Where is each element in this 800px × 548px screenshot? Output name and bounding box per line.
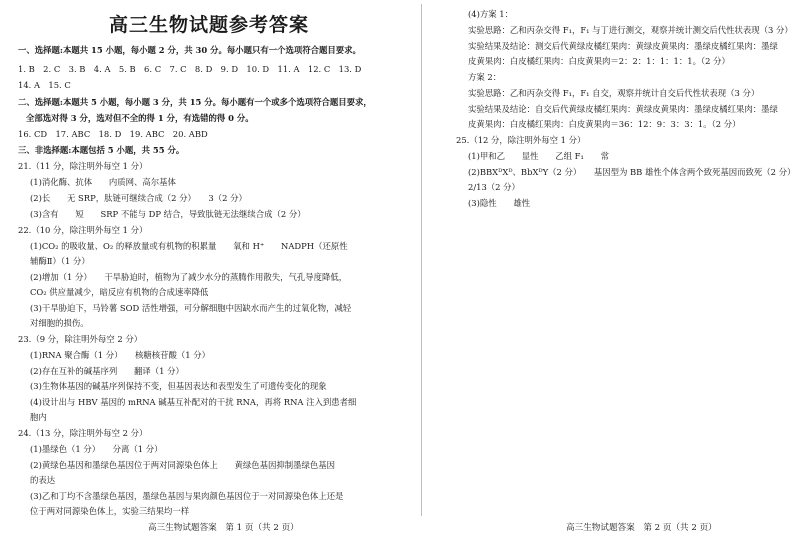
left-page-line: 二、选择题:本题共 5 小题，每小题 3 分，共 15 分。每小题有一个或多个选项符合题目要求，: [18, 97, 372, 107]
right-page-line: 皮黄果肉：白皮橘红果肉：白皮黄果肉＝2：2：1：1：1：1。（2 分）: [468, 56, 730, 66]
left-page-line: 一、选择题:本题共 15 小题，每小题 2 分，共 30 分。每小题只有一个选项符合题目要求。: [18, 45, 361, 55]
right-page-line: (4)方案 1：: [468, 9, 513, 19]
footer-page-1: 高三生物试题答案 第 1 页（共 2 页）: [148, 523, 299, 533]
right-page-line: 实验思路：乙和丙杂交得 F₁，F₁ 与丁进行测交，观察并统计测交后代性状表现（3 分）: [468, 25, 793, 35]
left-page-line: 对细胞的损伤。: [30, 318, 89, 328]
right-page-line: 皮黄果肉：白皮橘红果肉：白皮黄果肉＝36：12：9：3：3：1。（2 分）: [468, 119, 741, 129]
left-page-line: 22.（10 分，除注明外每空 1 分）: [18, 225, 148, 235]
left-page-line: (3)含有 短 SRP 不能与 DP 结合，导致肽链无法继续合成（2 分）: [30, 209, 306, 219]
left-page-line: 16. CD 17. ABC 18. D 19. ABC 20. ABD: [18, 129, 208, 139]
left-page-line: 全部选对得 3 分，选对但不全的得 1 分，有选错的得 0 分。: [26, 113, 254, 123]
left-page-line: (4)设计出与 HBV 基因的 mRNA 碱基互补配对的干扰 RNA，再将 RNA 注入到患者细: [30, 397, 357, 407]
left-page-line: (2)长 无 SRP，肽链可继续合成（2 分） 3（2 分）: [30, 193, 247, 203]
left-page-line: 21.（11 分，除注明外每空 1 分）: [18, 161, 148, 171]
left-page-line: (3)乙和丁均不含墨绿色基因，墨绿色基因与果肉颜色基因位于一对同源染色体上还是: [30, 491, 344, 501]
left-page-line: (1)CO₂ 的吸收量、O₂ 的释放量或有机物的积累量 氧和 H⁺ NADPH（还原性: [30, 241, 348, 251]
left-page-line: (2)存在互补的碱基序列 翻译（1 分）: [30, 366, 184, 376]
page-divider: [421, 4, 422, 516]
left-page-line: CO₂ 供应量减少，暗反应有机物的合成速率降低: [30, 287, 209, 297]
right-page-line: 2/13（2 分）: [468, 182, 520, 192]
right-page-line: 实验结果及结论：自交后代黄绿皮橘红果肉：黄绿皮黄果肉：墨绿皮橘红果肉：墨绿: [468, 104, 778, 114]
left-page-line: 辅酶Ⅱ）（1 分）: [30, 256, 90, 266]
right-page-line: 25.（12 分，除注明外每空 1 分）: [456, 135, 586, 145]
right-page-line: (2)BBXᴰXᴰ、BbXᴰY（2 分） 基因型为 BB 雄性个体含两个致死基因而致死（2 分）: [468, 167, 796, 177]
page-title: 高三生物试题参考答案: [108, 14, 309, 36]
left-page-line: (2)增加（1 分） 干旱胁迫时，植物为了减少水分的蒸腾作用散失，气孔导度降低，: [30, 272, 348, 282]
right-page-line: (1)甲和乙 显性 乙组 F₁ 常: [468, 151, 609, 161]
left-page-line: 的表达: [30, 475, 56, 485]
left-page-line: 14. A 15. C: [18, 80, 71, 90]
right-page-line: 实验结果及结论：测交后代黄绿皮橘红果肉：黄绿皮黄果肉：墨绿皮橘红果肉：墨绿: [468, 41, 778, 51]
left-page-line: 胞内: [30, 412, 47, 422]
left-page-line: 位于两对同源染色体上，实验三结果均一样: [30, 506, 190, 516]
left-page-line: 24.（13 分，除注明外每空 2 分）: [18, 428, 148, 438]
left-page-line: (1)墨绿色（1 分） 分离（1 分）: [30, 444, 163, 454]
left-page-line: (2)黄绿色基因和墨绿色基因位于两对同源染色体上 黄绿色基因抑制墨绿色基因: [30, 460, 335, 470]
right-page-line: 实验思路：乙和丙杂交得 F₁，F₁ 自交，观察并统计自交后代性状表现（3 分）: [468, 88, 760, 98]
left-page-line: (1)RNA 聚合酶（1 分） 核糖核苷酸（1 分）: [30, 350, 210, 360]
left-page-line: 三、非选择题:本题包括 5 小题，共 55 分。: [18, 145, 185, 155]
footer-page-2: 高三生物试题答案 第 2 页（共 2 页）: [566, 523, 717, 533]
right-page-line: 方案 2：: [468, 72, 502, 82]
left-page-line: (1)消化酶、抗体 内质网、高尔基体: [30, 177, 176, 187]
left-page-line: 1. B 2. C 3. B 4. A 5. B 6. C 7. C 8. D 9. D 10. D 11. A 12. C 13. D: [18, 64, 362, 74]
left-page-line: 23.（9 分，除注明外每空 2 分）: [18, 334, 143, 344]
right-page-line: (3)隐性 雄性: [468, 198, 531, 208]
left-page-line: (3)生物体基因的碱基序列保持不变，但基因表达和表型发生了可遗传变化的现象: [30, 381, 327, 391]
left-page-line: (3)干旱胁迫下，马铃薯 SOD 活性增强，可分解细胞中因缺水而产生的过氧化物，减轻: [30, 303, 352, 313]
